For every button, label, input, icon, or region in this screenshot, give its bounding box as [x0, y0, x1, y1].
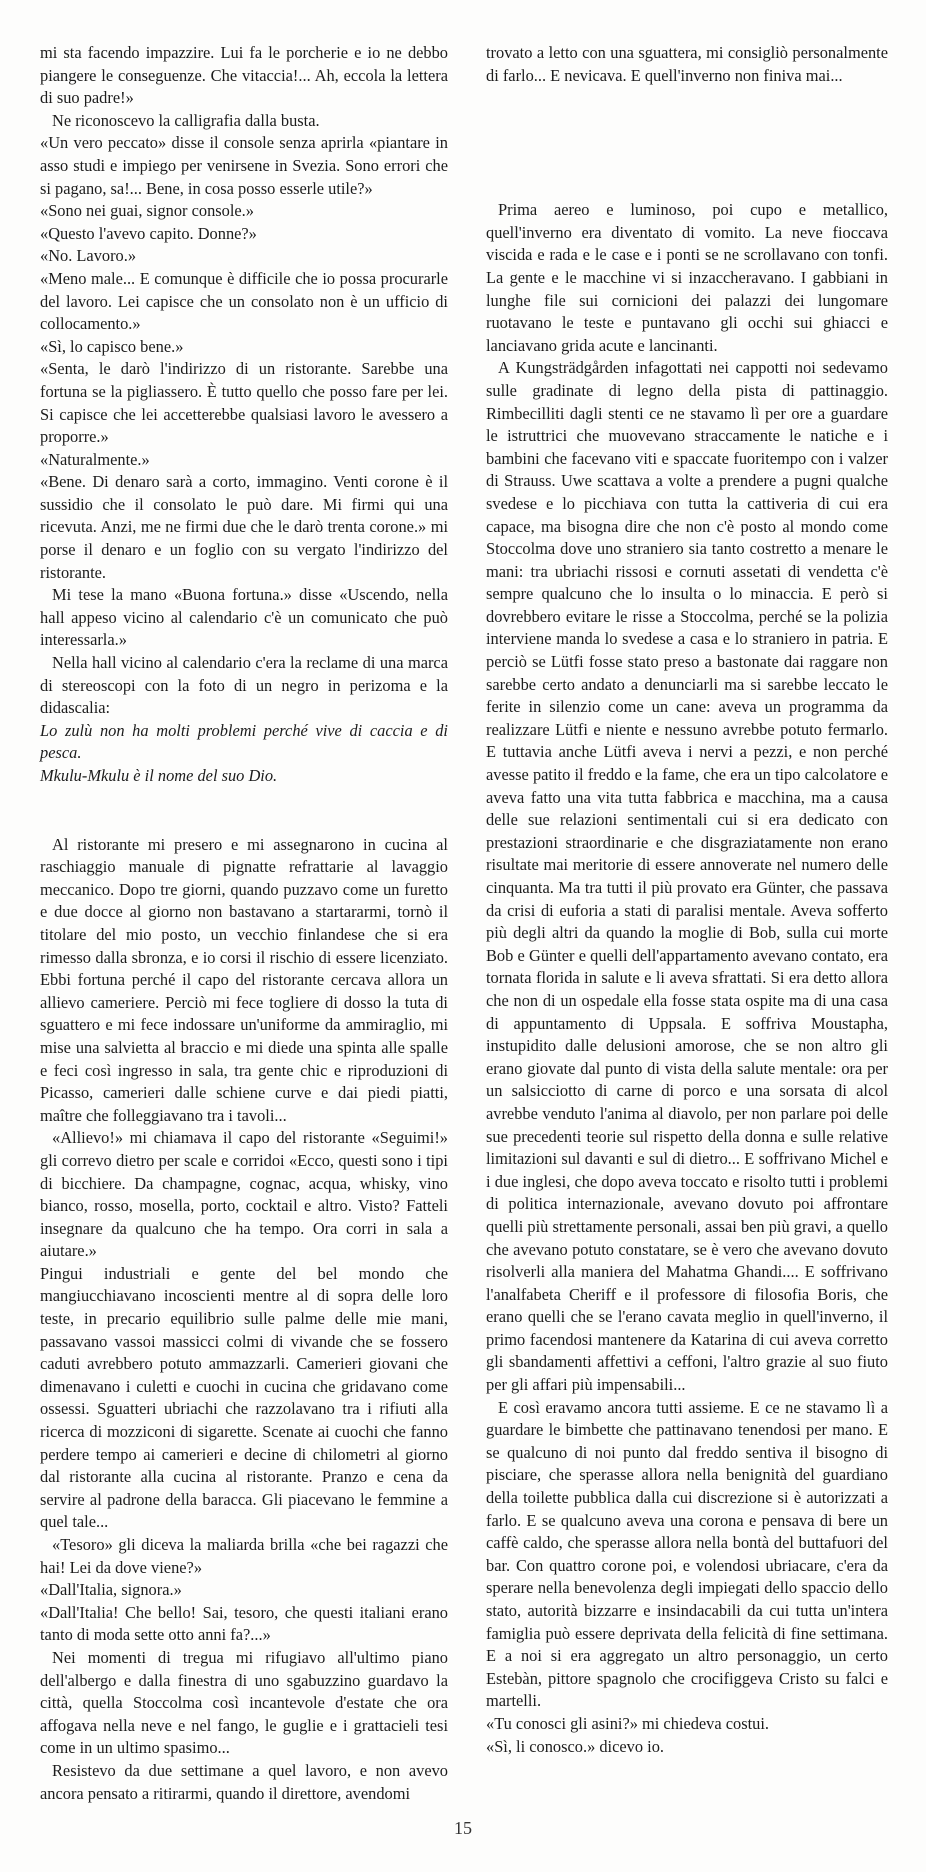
paragraph: E così eravamo ancora tutti assieme. E ce ne stavamo lì a guardare le bimbette che pattinavano tenendosi per mano. E se qualcuno di noi punto dal freddo sentiva il bisogno di pisciare, che sperasse allora nella benignità del guardiano della toilette pubblica dalla cui discrezione si è autorizzati a farlo. E se qualcuno aveva una corona e pensava di bere un caffè caldo, che sperasse allora nella bontà del buttafuori del bar. Con quattro corone poi, e volendosi ubriacare, c'era da sperare nella benevolenza degli impiegati dello spaccio dello stato, autorità bizzarre e insindacabili da cui tutta un'intera famiglia può essere deprivata della felicità di fine settimana. E a noi si era aggregato un altro personaggio, un certo Estebàn, pittore spagnolo che crocifiggeva Cristo su falci e martelli. [486, 1397, 888, 1711]
paragraph: «Tesoro» gli diceva la maliarda brilla «che bei ragazzi che hai! Lei da dove viene?» [40, 1535, 448, 1577]
right-column [486, 42, 888, 1758]
page-number: 15 [454, 1818, 472, 1838]
paragraph: «Naturalmente.» [40, 449, 150, 469]
paragraph: «No. Lavoro.» [40, 246, 137, 266]
section-break [486, 87, 888, 199]
italic-caption: Lo zulù non ha molti problemi perché vive di caccia e di pesca. [40, 720, 448, 763]
paragraph: trovato a letto con una sguattera, mi consigliò personalmente di farlo... E nevicava. E quell'inverno non finiva mai... [486, 43, 888, 85]
paragraph: Pingui industriali e gente del bel mondo che mangiucchiavano incoscienti mentre al di sopra delle loro teste, in precario equilibrio sulle palme delle mie mani, passavano vassoi massicci colmi di vivande che se fossero caduti avrebbero potuto ammazzarli. Camerieri giovani che dimenavano i culetti e cuochi in cucina che gridavano come ossessi. Sguatteri ubriachi che razzolavano tra i rifiuti alla ricerca di mozziconi di sigarette. Scenate ai cuochi che fanno perdere tempo ai camerieri e decine di chilometri al giorno dal ristorante alla cucina al ristorante. Pranzo e cena da servire al padrone della baracca. Gli piacevano le femmine a quel tale... [40, 1263, 448, 1532]
paragraph: «Tu conosci gli asini?» mi chiedeva costui. [486, 1713, 770, 1733]
paragraph: Al ristorante mi presero e mi assegnarono in cucina al raschiaggio manuale di pignatte refrattarie al lavaggio meccanico. Dopo tre giorni, quando puzzavo come un furetto e due docce al giorno non bastavano a startararmi, tornò il titolare del mio posto, un vecchio finlandese che si era rimesso dalla sbronza, e io corsi il rischio di essere licenziato. Ebbi fortuna perché il capo del ristorante cercava allora un allievo cameriere. Perciò mi fece togliere di dosso la tuta di sguattero e mi fece indossare un'uniforme da ammiraglio, mi mise una salvietta al braccio e mi diede una spinta alle spalle e feci così ingresso in sala, tra gente chic e riproduzioni di Picasso, camerieri dalle schiene curve e dai piedi piatti, maître che folleggiavano tra i tavoli... [40, 834, 448, 1125]
paragraph: «Sono nei guai, signor console.» [40, 201, 254, 221]
paragraph: mi sta facendo impazzire. Lui fa le porcherie e io ne debbo piangere le conseguenze. Che vitaccia!... Ah, eccola la lettera di suo padre!» [40, 43, 448, 108]
paragraph: «Sì, lo capisco bene.» [40, 336, 184, 356]
paragraph: A Kungsträdgården infagottati nei cappotti noi sedevamo sulle gradinate di legno della pista di pattinaggio. Rimbecilliti dagli stenti ce ne stavamo lì per ore a guardare le istruttrici che muovevano straccamente le natiche e i bambini che facevano viti e spaccate fuoritempo con i valzer di Strauss. Uwe scattava a volte a prendere a pugni qualche svedese e lo picchiava con tutta la cattiveria di cui era capace, ma bisogna dire che non c'è posto al mondo come Stoccolma dove uno straniero sia tanto costretto a menare le mani: tra ubriachi rissosi e cornuti assetati di vendetta c'è sempre qualcuno che lo insulta o lo minaccia. E però si dovrebbero evitare le risse a Stoccolma, perché se la polizia interviene manda lo svedese a casa e lo straniero in patria. E perciò se Lütfi fosse stato preso a bastonate dai raggare non sarebbe certo andato a denunciarli ma si sarebbe leccato le ferite in silenzio come un cane: aveva un programma da realizzare Lütfi e niente e nessuno avrebbe potuto fermarlo. E tuttavia anche Lütfi aveva i nervi a pezzi, e non perché avesse patito il freddo e la fame, che era un tipo calcolatore e aveva fatto una vita tutta fabbrica e macchina, ma a causa delle sue relazioni sentimentali cui si era dedicato con prestazioni straordinarie e che disgraziatamente non erano risultate mai meritorie di essere annoverate nel numero delle cinquanta. Ma tra tutti il più provato era Günter, che passava da crisi di euforia a stati di paralisi mentale. Aveva sofferto più degli altri da quando la moglie di Bob, sulla cui morte Bob e Günter e quelli dell'appartamento avevano contato, era tornata florida in salute e li aveva sfrattati. Si era detto allora che non di un ospedale ella fosse stata ospite ma di una casa di appuntamento di Uppsala. E soffriva Moustapha, instupidito dalle delusioni amorose, che se non altro gli erano giovate dal punto di vista della salute mentale: ora per un salsicciotto di carne di porco e una sorsata di alcol avrebbe venduto l'anima al diavolo, per non parlare poi delle sue precedenti teorie sul rispetto della donna e sulle relative limitazioni sul davanti e sul di dietro... E soffrivano Michel e i due inglesi, che dopo aveva toccato e risolto tutti i problemi di politica internazionale, avevano dovuto poi affrontare quelli più strettamente personali, assai ben più gravi, a quello che avevano potuto constatare, se è vero che avevano dovuto risolverli alla maniera del Mahatma Ghandi.... E soffrivano l'analfabeta Cheriff e il professore di filosofia Boris, che erano quelli che se l'erano cavata meglio in quell'inverno, il primo facendosi mantenere da Katarina di cui aveva corretto gli sbandamenti affettivi a ceffoni, l'altro grazie al suo fiuto per gli affari più impensabili... [486, 358, 888, 1395]
paragraph: Nei momenti di tregua mi rifugiavo all'ultimo piano dell'albergo e dalla finestra di uno sgabuzzino guardavo la città, quella Stoccolma così incantevole d'estate che ora affogava nella neve e nel fango, le guglie e i grattacieli tesi come in un ultimo spasimo... [40, 1647, 448, 1758]
paragraph: Nella hall vicino al calendario c'era la reclame di una marca di stereoscopi con la foto di un negro in perizoma e la didascalia: [40, 653, 448, 718]
italic-caption: Mkulu-Mkulu è il nome del suo Dio. [40, 766, 278, 785]
paragraph: «Meno male... E comunque è difficile che io possa procurarle del lavoro. Lei capisce che un consolato non è un ufficio di collocamento.» [40, 268, 448, 334]
paragraph: «Dall'Italia! Che bello! Sai, tesoro, che questi italiani erano tanto di moda sette otto anni fa?...» [40, 1602, 448, 1645]
paragraph: Mi tese la mano «Buona fortuna.» disse «Uscendo, nella hall appeso vicino al calendario c'è un comunicato che può interessarla.» [40, 585, 448, 650]
paragraph: «Dall'Italia, signora.» [40, 1580, 182, 1600]
paragraph: Prima aereo e luminoso, poi cupo e metallico, quell'inverno era diventato di vomito. La neve fioccava viscida e rada e le case e i ponti se ne scrollavano con tonfi. La gente e le macchine vi si inzaccheravano. I gabbiani in lunghe file sui cornicioni dei palazzi dei lungomare ruotavano le teste e puntavano gli occhi sui ghiacci e lanciavano grida acute e lancinanti. [486, 200, 888, 355]
paragraph: «Un vero peccato» disse il console senza aprirla «piantare in asso studi e impiego per venirsene in Svezia. Sono errori che si pagano, sa!... Bene, in cosa posso esserle utile?» [40, 133, 448, 198]
paragraph: «Senta, le darò l'indirizzo di un ristorante. Sarebbe una fortuna se la pigliassero. È tutto quello che posso fare per lei. Si capisce che lei accetterebbe qualsiasi lavoro le avessero a proporre.» [40, 359, 448, 447]
paragraph: «Sì, li conosco.» dicevo io. [486, 1736, 665, 1756]
paragraph: Ne riconoscevo la calligrafia dalla busta. [52, 110, 320, 130]
left-column [40, 42, 448, 1805]
paragraph: «Bene. Di denaro sarà a corto, immagino. Venti corone è il sussidio che il consolato le può dare. Mi firmi qui una ricevuta. Anzi, me ne firmi due che le darò trenta corone.» mi porse il denaro e un foglio con su vergato l'indirizzo del ristorante. [40, 472, 448, 582]
paragraph: «Allievo!» mi chiamava il capo del ristorante «Seguimi!» gli correvo dietro per scale e corridoi «Ecco, questi sono i tipi di bicchiere. Da champagne, cognac, acqua, whisky, vino bianco, rosso, mosella, porto, cocktail e altro. Visto? Fatteli insegnare da qualcuno che ha tempo. Ora corri in sala a aiutare.» [40, 1128, 448, 1261]
paragraph: Resistevo da due settimane a quel lavoro, e non avevo ancora pensato a ritirarmi, quando il direttore, avendomi [40, 1760, 448, 1803]
paragraph: «Questo l'avevo capito. Donne?» [40, 223, 257, 243]
section-break [40, 788, 448, 834]
